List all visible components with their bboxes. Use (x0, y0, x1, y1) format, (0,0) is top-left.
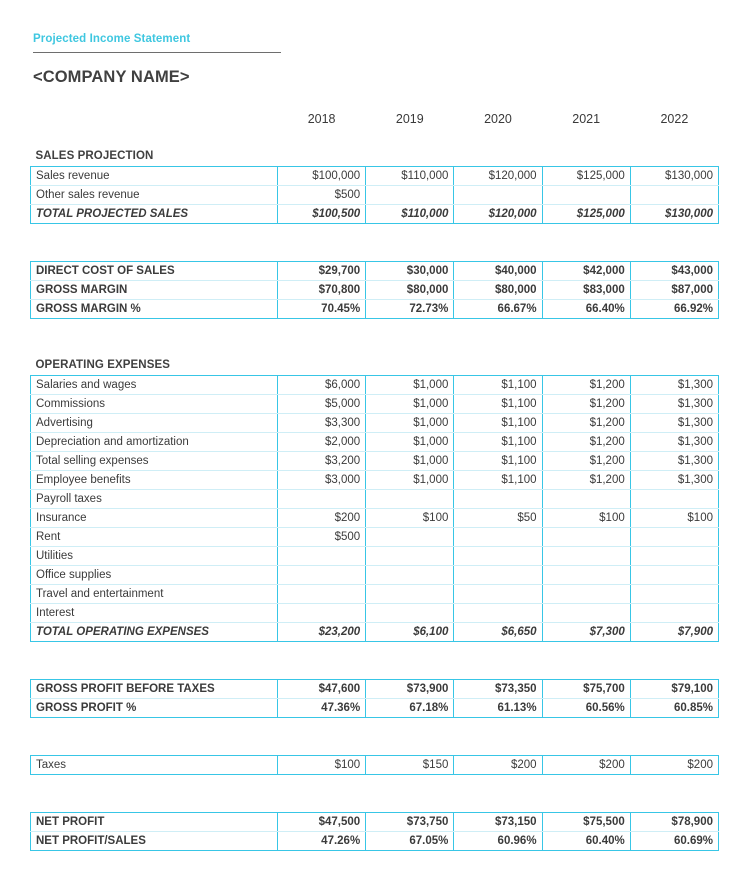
row-value: $1,200 (542, 470, 630, 489)
row-label: Taxes (31, 755, 278, 774)
row-value: $200 (454, 755, 542, 774)
row-value: $78,900 (630, 812, 718, 831)
accent-bar-section-end (31, 641, 719, 660)
company-name: <COMPANY NAME> (33, 68, 190, 86)
row-label: NET PROFIT (31, 812, 278, 831)
table-row (31, 679, 719, 698)
table-row (31, 622, 719, 641)
table-row (31, 299, 719, 318)
row-value: 70.45% (278, 299, 366, 318)
section-gap (31, 736, 719, 755)
row-value: $73,350 (454, 679, 542, 698)
row-value (454, 546, 542, 565)
row-value (542, 527, 630, 546)
row-value: $1,200 (542, 413, 630, 432)
row-label: Advertising (31, 413, 278, 432)
table-row (31, 812, 719, 831)
row-value: $1,000 (366, 432, 454, 451)
table-row (31, 470, 719, 489)
row-value: 60.40% (542, 831, 630, 850)
accent-bar-top (31, 90, 719, 109)
row-value: 61.13% (454, 698, 542, 717)
row-label: Interest (31, 603, 278, 622)
accent-bar-section-end-cell (31, 774, 719, 793)
row-value: $120,000 (454, 204, 542, 223)
row-label: Salaries and wages (31, 375, 278, 394)
column-header-year: 2020 (454, 109, 542, 128)
row-value (542, 565, 630, 584)
row-value: $43,000 (630, 261, 718, 280)
table-row (31, 261, 719, 280)
row-value: $3,200 (278, 451, 366, 470)
row-value: $100 (366, 508, 454, 527)
row-value: $3,300 (278, 413, 366, 432)
table-row (31, 603, 719, 622)
row-value: $6,100 (366, 622, 454, 641)
table-row (31, 451, 719, 470)
row-value: $6,650 (454, 622, 542, 641)
accent-bar-section-end (31, 774, 719, 793)
accent-bar-section-end-cell (31, 318, 719, 337)
accent-bar-section-end (31, 223, 719, 242)
row-value: $1,100 (454, 470, 542, 489)
row-value: $1,300 (630, 470, 718, 489)
row-label: Total selling expenses (31, 451, 278, 470)
table-row (31, 394, 719, 413)
accent-bar-section-end (31, 318, 719, 337)
row-label: Travel and entertainment (31, 584, 278, 603)
table-row (31, 527, 719, 546)
row-value (454, 527, 542, 546)
section-gap-cell (31, 660, 719, 679)
row-value: $110,000 (366, 166, 454, 185)
row-value: $7,300 (542, 622, 630, 641)
row-label: Depreciation and amortization (31, 432, 278, 451)
row-label: Insurance (31, 508, 278, 527)
row-value: $110,000 (366, 204, 454, 223)
table-row (31, 413, 719, 432)
table-row (31, 185, 719, 204)
row-label: Payroll taxes (31, 489, 278, 508)
row-value: $125,000 (542, 166, 630, 185)
row-value: $50 (454, 508, 542, 527)
row-value: $73,900 (366, 679, 454, 698)
section-gap-cell (31, 242, 719, 261)
row-value (454, 185, 542, 204)
table-row (31, 166, 719, 185)
accent-bar-under-years-cell (31, 128, 719, 147)
row-value: 67.18% (366, 698, 454, 717)
row-value: $1,100 (454, 432, 542, 451)
row-value: $150 (366, 755, 454, 774)
row-value: $1,200 (542, 451, 630, 470)
row-value: 60.96% (454, 831, 542, 850)
accent-bar-top-cell (31, 90, 719, 109)
row-value: $23,200 (278, 622, 366, 641)
row-label: Office supplies (31, 565, 278, 584)
accent-bar-section-end-cell (31, 641, 719, 660)
row-value: $2,000 (278, 432, 366, 451)
column-header-year: 2018 (278, 109, 366, 128)
row-value: $1,200 (542, 375, 630, 394)
row-value: 47.36% (278, 698, 366, 717)
row-value: $1,300 (630, 432, 718, 451)
table-row (31, 280, 719, 299)
table-row (31, 755, 719, 774)
row-value (366, 603, 454, 622)
row-label: Employee benefits (31, 470, 278, 489)
title-block (33, 33, 283, 53)
row-label: Sales revenue (31, 166, 278, 185)
table-row (31, 508, 719, 527)
row-value: 60.69% (630, 831, 718, 850)
row-value (630, 527, 718, 546)
row-value (366, 527, 454, 546)
row-value: $1,100 (454, 451, 542, 470)
accent-bar-section-end-cell (31, 223, 719, 242)
table-row (31, 204, 719, 223)
row-value: $1,000 (366, 413, 454, 432)
table-row (31, 584, 719, 603)
table-row (31, 698, 719, 717)
row-value: $3,000 (278, 470, 366, 489)
row-value (630, 185, 718, 204)
document-subtitle: Projected Income Statement (33, 33, 191, 45)
title-divider (33, 52, 281, 53)
row-value: $29,700 (278, 261, 366, 280)
row-label: Commissions (31, 394, 278, 413)
row-value: 72.73% (366, 299, 454, 318)
row-value: $200 (542, 755, 630, 774)
row-value: $70,800 (278, 280, 366, 299)
row-value: $1,100 (454, 413, 542, 432)
table-row (31, 432, 719, 451)
row-value: $6,000 (278, 375, 366, 394)
row-value (278, 546, 366, 565)
row-value: $120,000 (454, 166, 542, 185)
table-row (31, 489, 719, 508)
row-value: $100,000 (278, 166, 366, 185)
income-statement-table (30, 90, 719, 869)
row-value: $87,000 (630, 280, 718, 299)
row-value (542, 603, 630, 622)
row-value (454, 565, 542, 584)
row-value: $75,500 (542, 812, 630, 831)
row-value (366, 546, 454, 565)
row-value: $1,200 (542, 394, 630, 413)
row-value (542, 584, 630, 603)
row-value: 66.67% (454, 299, 542, 318)
row-value (278, 489, 366, 508)
section-heading-row (31, 147, 719, 166)
row-value: $200 (278, 508, 366, 527)
row-value (630, 565, 718, 584)
section-gap (31, 242, 719, 261)
row-value (366, 565, 454, 584)
row-value: $1,300 (630, 375, 718, 394)
row-value: $80,000 (454, 280, 542, 299)
accent-bar-section-end (31, 850, 719, 869)
table-row (31, 546, 719, 565)
row-value: $73,750 (366, 812, 454, 831)
row-label: DIRECT COST OF SALES (31, 261, 278, 280)
row-label: TOTAL OPERATING EXPENSES (31, 622, 278, 641)
row-value: $1,100 (454, 394, 542, 413)
row-value: 67.05% (366, 831, 454, 850)
header-label-spacer (31, 109, 278, 128)
row-value: 66.92% (630, 299, 718, 318)
row-value: $100 (630, 508, 718, 527)
row-value: 60.56% (542, 698, 630, 717)
row-label: GROSS MARGIN (31, 280, 278, 299)
section-gap (31, 793, 719, 812)
row-value: $75,700 (542, 679, 630, 698)
table-row (31, 831, 719, 850)
accent-bar-section-end-cell (31, 850, 719, 869)
section-heading: SALES PROJECTION (31, 147, 719, 166)
row-value (278, 603, 366, 622)
row-value: $100,500 (278, 204, 366, 223)
row-value: $1,300 (630, 451, 718, 470)
section-gap (31, 660, 719, 679)
row-value (454, 603, 542, 622)
row-value (366, 584, 454, 603)
section-gap (31, 337, 719, 356)
row-value: $42,000 (542, 261, 630, 280)
row-value: $47,500 (278, 812, 366, 831)
row-value: $500 (278, 185, 366, 204)
row-value (454, 584, 542, 603)
row-value: $1,200 (542, 432, 630, 451)
table-row (31, 565, 719, 584)
row-value: $1,300 (630, 413, 718, 432)
row-value: $1,000 (366, 375, 454, 394)
row-value: $200 (630, 755, 718, 774)
row-value: $100 (278, 755, 366, 774)
table-body (31, 90, 719, 869)
row-value: 60.85% (630, 698, 718, 717)
row-label: NET PROFIT/SALES (31, 831, 278, 850)
section-gap-cell (31, 793, 719, 812)
row-label: Other sales revenue (31, 185, 278, 204)
section-gap-cell (31, 337, 719, 356)
row-value: $80,000 (366, 280, 454, 299)
row-value: $79,100 (630, 679, 718, 698)
row-label: Utilities (31, 546, 278, 565)
section-gap-cell (31, 736, 719, 755)
table-row (31, 375, 719, 394)
section-heading-row (31, 356, 719, 375)
accent-bar-section-end-cell (31, 717, 719, 736)
row-value: $40,000 (454, 261, 542, 280)
row-value (542, 489, 630, 508)
row-value: 47.26% (278, 831, 366, 850)
section-heading: OPERATING EXPENSES (31, 356, 719, 375)
row-value: $1,100 (454, 375, 542, 394)
row-value: $1,000 (366, 394, 454, 413)
column-header-year: 2022 (630, 109, 718, 128)
row-value: $73,150 (454, 812, 542, 831)
row-label: GROSS MARGIN % (31, 299, 278, 318)
row-value (542, 185, 630, 204)
year-header-row (31, 109, 719, 128)
column-header-year: 2021 (542, 109, 630, 128)
accent-bar-under-years (31, 128, 719, 147)
row-value (630, 603, 718, 622)
row-value: $130,000 (630, 204, 718, 223)
row-value: $47,600 (278, 679, 366, 698)
row-value: $500 (278, 527, 366, 546)
row-value (366, 489, 454, 508)
row-value (278, 584, 366, 603)
row-value (630, 546, 718, 565)
row-value: $7,900 (630, 622, 718, 641)
accent-bar-section-end (31, 717, 719, 736)
row-value (454, 489, 542, 508)
row-value: $5,000 (278, 394, 366, 413)
row-value: $83,000 (542, 280, 630, 299)
row-label: Rent (31, 527, 278, 546)
row-value: $1,000 (366, 470, 454, 489)
row-label: GROSS PROFIT BEFORE TAXES (31, 679, 278, 698)
row-value: $125,000 (542, 204, 630, 223)
column-header-year: 2019 (366, 109, 454, 128)
row-value: $100 (542, 508, 630, 527)
row-value (542, 546, 630, 565)
row-label: TOTAL PROJECTED SALES (31, 204, 278, 223)
row-value: $1,300 (630, 394, 718, 413)
row-value: $1,000 (366, 451, 454, 470)
row-label: GROSS PROFIT % (31, 698, 278, 717)
row-value: $130,000 (630, 166, 718, 185)
row-value: 66.40% (542, 299, 630, 318)
row-value (630, 584, 718, 603)
row-value (278, 565, 366, 584)
row-value (630, 489, 718, 508)
row-value: $30,000 (366, 261, 454, 280)
row-value (366, 185, 454, 204)
